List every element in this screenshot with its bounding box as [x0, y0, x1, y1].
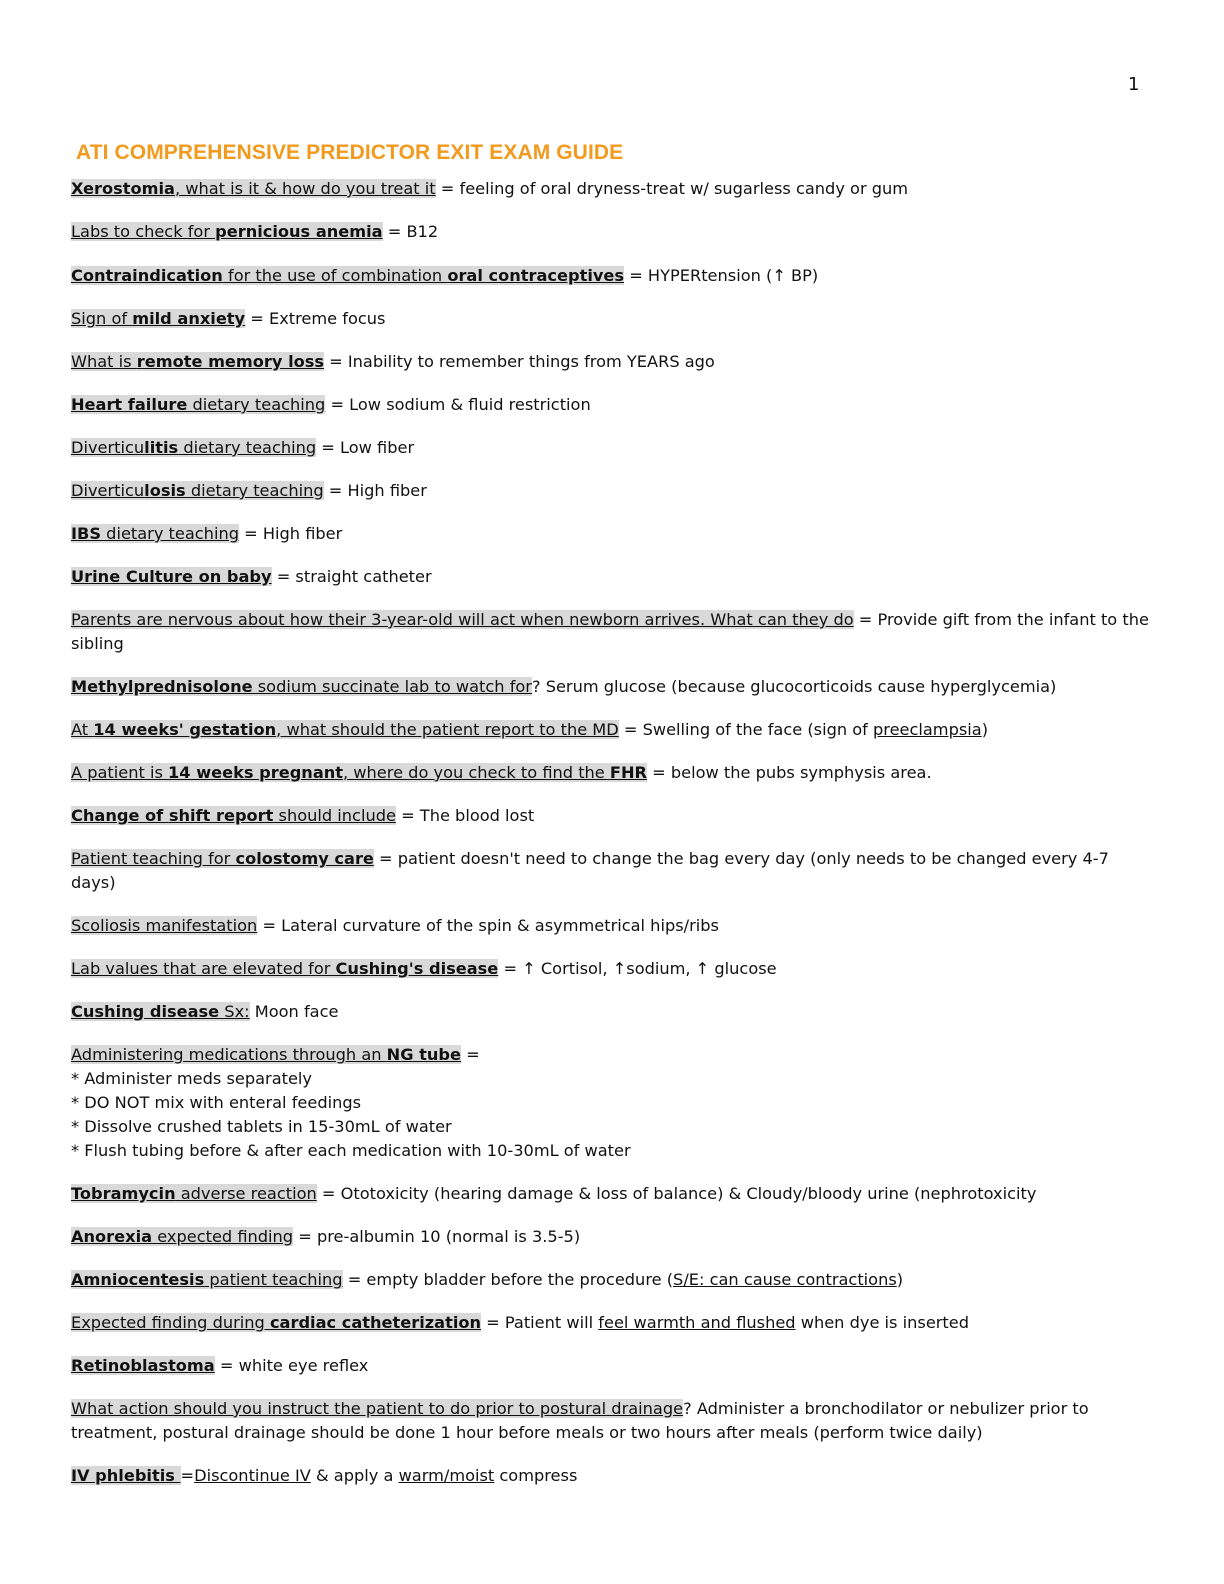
question-keyword: Cushing's disease — [335, 959, 499, 978]
entry-question — [71, 1045, 461, 1064]
question-text: What is — [71, 352, 137, 371]
question-text: Diverticu — [71, 481, 145, 500]
answer-text: = Inability to remember things from YEARS ago — [324, 352, 715, 371]
answer-text: = feeling of oral dryness-treat w/ sugarless candy or gum — [435, 179, 909, 198]
answer-text: = below the pubs symphysis area. — [646, 763, 932, 782]
guide-entry — [71, 1182, 1151, 1206]
guide-entry — [71, 957, 1151, 981]
question-text: Scoliosis manifestation — [71, 916, 258, 935]
guide-entry — [71, 177, 1151, 201]
guide-entry — [71, 1268, 1151, 1292]
question-keyword: FHR — [609, 763, 647, 782]
guide-entry — [71, 1311, 1151, 1335]
entry-question — [71, 481, 324, 500]
answer-text: = Low fiber — [316, 438, 415, 457]
question-text: expected finding — [152, 1227, 294, 1246]
answer-text: = HYPERtension (↑ BP) — [624, 266, 819, 285]
answer-text: ? Serum glucose (because glucocorticoids cause hyperglycemia) — [531, 677, 1057, 696]
answer-text: = Lateral curvature of the spin & asymmetrical hips/ribs — [257, 916, 719, 935]
question-text: dietary teaching — [187, 395, 326, 414]
question-text: , what should the patient report to the MD — [276, 720, 619, 739]
question-keyword: Change of shift report — [71, 806, 274, 825]
guide-entry — [71, 436, 1151, 460]
guide-entry — [71, 1354, 1151, 1378]
question-keyword: colostomy care — [235, 849, 374, 868]
answer-text: = patient doesn't need to change the bag every day (only needs to be changed every 4-7 days) — [71, 849, 1109, 892]
answer-text: = — [460, 1045, 480, 1064]
guide-entry — [71, 220, 1151, 244]
question-text: Diverticu — [71, 438, 145, 457]
answer-text: = Low sodium & fluid restriction — [325, 395, 591, 414]
entry-question — [71, 524, 239, 543]
entry-question — [71, 1313, 481, 1332]
entry-question — [71, 849, 374, 868]
answer-text: = empty bladder before the procedure ( — [342, 1270, 674, 1289]
question-text: Sign of — [71, 309, 133, 328]
guide-entry — [71, 1000, 1151, 1024]
bullet-item: * Dissolve crushed tablets in 15-30mL of water — [71, 1117, 452, 1136]
entry-question — [71, 352, 324, 371]
question-text: Labs to check for — [71, 222, 216, 241]
answer-text: = Ototoxicity (hearing damage & loss of balance) & Cloudy/bloody urine (nephrotoxicity — [316, 1184, 1037, 1203]
question-keyword: Urine Culture on baby — [71, 567, 272, 586]
guide-entry — [71, 608, 1151, 656]
question-keyword: IV phlebitis — [71, 1466, 181, 1485]
entry-question — [71, 763, 647, 782]
question-text: , where do you check to find the — [343, 763, 610, 782]
question-text: patient teaching — [204, 1270, 343, 1289]
question-text: Sx: — [219, 1002, 250, 1021]
question-keyword: Retinoblastoma — [71, 1356, 215, 1375]
answer-text: ? Administer a bronchodilator or nebulizer prior to treatment, postural drainage should be done 1 hour before meals or two hours after meals (perform twice daily) — [71, 1399, 1089, 1442]
question-keyword: oral contraceptives — [447, 266, 625, 285]
answer-text: ) — [981, 720, 989, 739]
entry-question — [71, 1399, 683, 1418]
entry-question — [71, 916, 257, 935]
entry-question — [71, 1184, 317, 1203]
question-text: Patient teaching for — [71, 849, 236, 868]
answer-text: = white eye reflex — [214, 1356, 369, 1375]
entry-question — [71, 438, 316, 457]
question-keyword: NG tube — [386, 1045, 461, 1064]
entry-question — [71, 1466, 181, 1485]
question-keyword: Heart failure — [71, 395, 188, 414]
question-text: Administering medications through an — [71, 1045, 387, 1064]
question-keyword: IBS — [71, 524, 102, 543]
question-text: Parents are nervous about how their 3-year-old will act when newborn arrives. What can they do — [71, 610, 854, 629]
answer-text: = High fiber — [323, 481, 427, 500]
answer-text: = Provide gift from the infant to the sibling — [71, 610, 1149, 653]
answer-text: = straight catheter — [271, 567, 432, 586]
page-number: 1 — [1128, 74, 1140, 95]
entry-question — [71, 222, 383, 241]
bullet-item: * Administer meds separately — [71, 1069, 312, 1088]
entry-question — [71, 1270, 343, 1289]
question-text: dietary teaching — [101, 524, 239, 543]
question-keyword: losis — [144, 481, 186, 500]
guide-entry — [71, 1225, 1151, 1249]
question-keyword: Anorexia — [71, 1227, 153, 1246]
entry-question — [71, 677, 532, 696]
question-keyword: 14 weeks' gestation — [93, 720, 277, 739]
document-title: ATI COMPREHENSIVE PREDICTOR EXIT EXAM GUIDE — [76, 141, 624, 164]
question-text: Expected finding during — [71, 1313, 270, 1332]
question-keyword: Contraindication — [71, 266, 223, 285]
question-keyword: Methylprednisolone — [71, 677, 253, 696]
guide-entry — [71, 761, 1151, 785]
guide-entry — [71, 393, 1151, 417]
question-text: dietary teaching — [185, 481, 324, 500]
study-guide-list — [71, 177, 1151, 1507]
question-keyword: Xerostomia — [71, 179, 175, 198]
answer-text: Moon face — [249, 1002, 339, 1021]
answer-emphasis: feel warmth and flushed — [598, 1313, 796, 1332]
entry-question — [71, 1002, 250, 1021]
answer-text: compress — [494, 1466, 578, 1485]
bullet-item: * DO NOT mix with enteral feedings — [71, 1093, 362, 1112]
guide-entry — [71, 804, 1151, 828]
entry-question — [71, 395, 325, 414]
answer-text: when dye is inserted — [795, 1313, 970, 1332]
entry-question — [71, 309, 245, 328]
answer-text: & apply a — [310, 1466, 399, 1485]
question-text: What action should you instruct the patient to do prior to postural drainage — [71, 1399, 684, 1418]
answer-text: = ↑ Cortisol, ↑sodium, ↑ glucose — [498, 959, 777, 978]
guide-entry — [71, 479, 1151, 503]
question-keyword: litis — [144, 438, 179, 457]
question-keyword: Tobramycin — [71, 1184, 176, 1203]
question-keyword: Amniocentesis — [71, 1270, 205, 1289]
entry-question — [71, 720, 619, 739]
question-keyword: 14 weeks pregnant — [168, 763, 344, 782]
guide-entry — [71, 307, 1151, 331]
question-text: sodium succinate lab to watch for — [252, 677, 532, 696]
question-keyword: mild anxiety — [132, 309, 246, 328]
entry-question — [71, 1356, 215, 1375]
question-text: A patient is — [71, 763, 169, 782]
entry-question — [71, 806, 396, 825]
answer-text: = Extreme focus — [245, 309, 386, 328]
question-text: dietary teaching — [178, 438, 317, 457]
question-keyword: Cushing disease — [71, 1002, 220, 1021]
question-text: for the use of combination — [222, 266, 448, 285]
answer-text: ) — [896, 1270, 904, 1289]
answer-emphasis: S/E: can cause contractions — [673, 1270, 897, 1289]
answer-text: = — [180, 1466, 195, 1485]
guide-entry — [71, 1397, 1151, 1445]
entry-question — [71, 567, 272, 586]
entry-question — [71, 179, 436, 198]
guide-entry — [71, 350, 1151, 374]
answer-text: = The blood lost — [395, 806, 535, 825]
bullet-item: * Flush tubing before & after each medication with 10-30mL of water — [71, 1141, 631, 1160]
guide-entry — [71, 565, 1151, 589]
question-text: Lab values that are elevated for — [71, 959, 336, 978]
entry-question — [71, 610, 854, 629]
answer-emphasis: warm/moist — [398, 1466, 495, 1485]
entry-question — [71, 959, 498, 978]
guide-entry — [71, 718, 1151, 742]
guide-entry — [71, 1464, 1151, 1488]
guide-entry — [71, 847, 1151, 895]
question-keyword: remote memory loss — [136, 352, 325, 371]
question-keyword: cardiac catheterization — [269, 1313, 482, 1332]
answer-text: = B12 — [382, 222, 439, 241]
guide-entry — [71, 264, 1151, 288]
answer-text: = Patient will — [481, 1313, 599, 1332]
entry-question — [71, 1227, 293, 1246]
answer-text: = Swelling of the face (sign of — [618, 720, 873, 739]
guide-entry — [71, 914, 1151, 938]
answer-emphasis: preeclampsia — [873, 720, 982, 739]
guide-entry — [71, 1043, 1151, 1163]
answer-emphasis: Discontinue IV — [194, 1466, 311, 1485]
question-keyword: pernicious anemia — [215, 222, 383, 241]
answer-text: = High fiber — [238, 524, 343, 543]
question-text: should include — [273, 806, 396, 825]
question-text: , what is it & how do you treat it — [174, 179, 436, 198]
question-text: At — [71, 720, 94, 739]
question-text: adverse reaction — [175, 1184, 317, 1203]
entry-question — [71, 266, 624, 285]
guide-entry — [71, 675, 1151, 699]
answer-text: = pre-albumin 10 (normal is 3.5-5) — [293, 1227, 581, 1246]
guide-entry — [71, 522, 1151, 546]
